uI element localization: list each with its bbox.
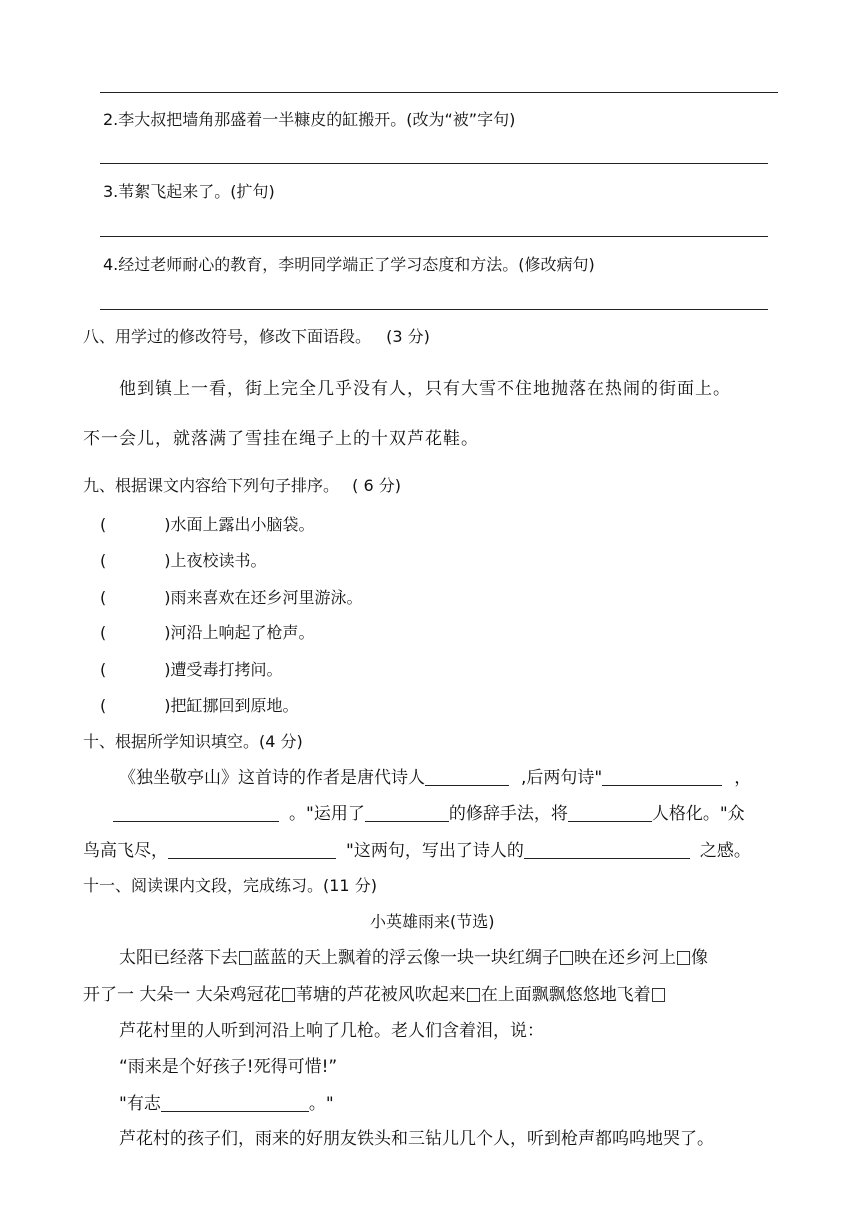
q10-text: 《独坐敬亭山》这首诗的作者是唐代诗人 [119, 768, 425, 788]
q10-text: 鸟高飞尽， [83, 841, 168, 861]
q10-line-2 [113, 802, 745, 826]
passage-text: 苇塘的芦花被风吹起来 [295, 985, 466, 1005]
passage-para-5: 芦花村的孩子们，雨来的好朋友铁头和三钻儿几个人，听到枪声都呜呜地哭了。 [119, 1129, 714, 1149]
q8-heading-text: 八、用学过的修改符号，修改下面语段。 [83, 327, 372, 346]
q9-sentence: 雨来喜欢在还乡河里游泳。 [170, 588, 363, 607]
q9-score: ( 6 分) [352, 476, 401, 495]
q9-sentence: 遭受毒打拷问。 [170, 660, 283, 679]
passage-text: 映在还乡河上 [574, 948, 676, 968]
q9-sort-item [100, 695, 299, 717]
q9-sort-item [100, 587, 363, 609]
fill-blank-proverb[interactable] [161, 1093, 309, 1112]
passage-para-1-line-2 [83, 983, 666, 1007]
order-close-paren: ) [164, 515, 171, 534]
punctuation-box[interactable] [282, 988, 295, 1002]
punctuation-box[interactable] [677, 951, 690, 965]
order-close-paren: ) [164, 588, 171, 607]
order-close-paren: ) [164, 551, 171, 570]
q7-item-3: 3.苇絮飞起来了。(扩句) [103, 182, 275, 201]
fill-blank-rhetoric[interactable] [365, 803, 449, 822]
passage-text: 开了一 大朵一 大朵鸡冠花 [83, 985, 281, 1005]
order-open-paren: ( [100, 660, 107, 679]
fill-blank-verse-3[interactable] [168, 840, 336, 859]
passage-para-2: 芦花村里的人听到河沿上响了几枪。老人们含着泪，说： [119, 1021, 544, 1041]
answer-line [100, 92, 778, 93]
q9-heading [83, 475, 401, 497]
q9-sort-item [100, 550, 267, 572]
q9-heading-text: 九、根据课文内容给下列句子排序。 [83, 476, 340, 495]
q8-passage-line-1: 他到镇上一看，街上完全几乎没有人，只有大雪不住地抛落在热闹的街面上。 [119, 379, 731, 399]
punctuation-box[interactable] [560, 951, 573, 965]
passage-title: 小英雄雨来(节选) [370, 912, 495, 931]
q9-sentence: 河沿上响起了枪声。 [170, 623, 315, 642]
q10-text: 的修辞手法，将 [448, 804, 568, 824]
q10-text: ,后两句诗" [521, 768, 603, 788]
order-open-paren: ( [100, 588, 107, 607]
order-open-paren: ( [100, 623, 107, 642]
passage-para-1-line-1 [119, 946, 708, 970]
q10-heading: 十、根据所学知识填空。(4 分) [83, 732, 303, 751]
answer-line[interactable] [100, 309, 768, 310]
passage-para-4 [119, 1092, 334, 1116]
punctuation-box[interactable] [652, 988, 665, 1002]
answer-line[interactable] [100, 163, 768, 164]
q10-text: 。"运用了 [289, 804, 365, 824]
punctuation-box[interactable] [239, 951, 252, 965]
q10-text: "这两句，写出了诗人的 [346, 841, 524, 861]
order-open-paren: ( [100, 696, 107, 715]
passage-text: 像 [691, 948, 708, 968]
fill-blank-object[interactable] [568, 803, 652, 822]
q8-passage-line-2: 不一会儿，就落满了雪挂在绳子上的十双芦花鞋。 [83, 429, 479, 449]
q10-text: 人格化。"众 [651, 804, 745, 824]
order-close-paren: ) [164, 696, 171, 715]
passage-text: 蓝蓝的天上飘着的浮云像一块一块红绸子 [253, 948, 559, 968]
answer-line[interactable] [100, 236, 768, 237]
q8-heading [83, 326, 430, 348]
punctuation-box[interactable] [467, 988, 480, 1002]
passage-text: 在上面飘飘悠悠地飞着 [480, 985, 651, 1005]
fill-blank-verse-1[interactable] [602, 767, 722, 786]
q9-sort-item [100, 622, 315, 644]
q10-text: 之感。 [699, 841, 751, 861]
passage-text: "有志 [119, 1094, 161, 1114]
q7-item-2: 2.李大叔把墙角那盛着一半糠皮的缸搬开。(改为“被”字句) [103, 110, 516, 129]
q11-heading: 十一、阅读课内文段，完成练习。(11 分) [83, 876, 377, 895]
q10-text: ， [734, 768, 752, 788]
order-close-paren: ) [164, 660, 171, 679]
fill-blank-poet[interactable] [425, 767, 509, 786]
q9-sentence: 上夜校读书。 [170, 551, 267, 570]
passage-para-3: “雨来是个好孩子!死得可惜!” [119, 1057, 338, 1077]
q9-sentence: 把缸挪回到原地。 [170, 696, 299, 715]
q8-score: (3 分) [386, 327, 430, 346]
q9-sentence: 水面上露出小脑袋。 [170, 515, 315, 534]
q10-line-3 [83, 839, 751, 863]
order-open-paren: ( [100, 515, 107, 534]
order-open-paren: ( [100, 551, 107, 570]
fill-blank-verse-2[interactable] [113, 803, 279, 822]
passage-text: 。" [308, 1094, 334, 1114]
q9-sort-item [100, 514, 315, 536]
q9-sort-item [100, 659, 283, 681]
q10-line-1 [119, 766, 751, 790]
q7-item-4: 4.经过老师耐心的教育，李明同学端正了学习态度和方法。(修改病句) [103, 255, 595, 274]
fill-blank-feeling[interactable] [524, 840, 690, 859]
passage-text: 太阳已经落下去 [119, 948, 238, 968]
order-close-paren: ) [164, 623, 171, 642]
